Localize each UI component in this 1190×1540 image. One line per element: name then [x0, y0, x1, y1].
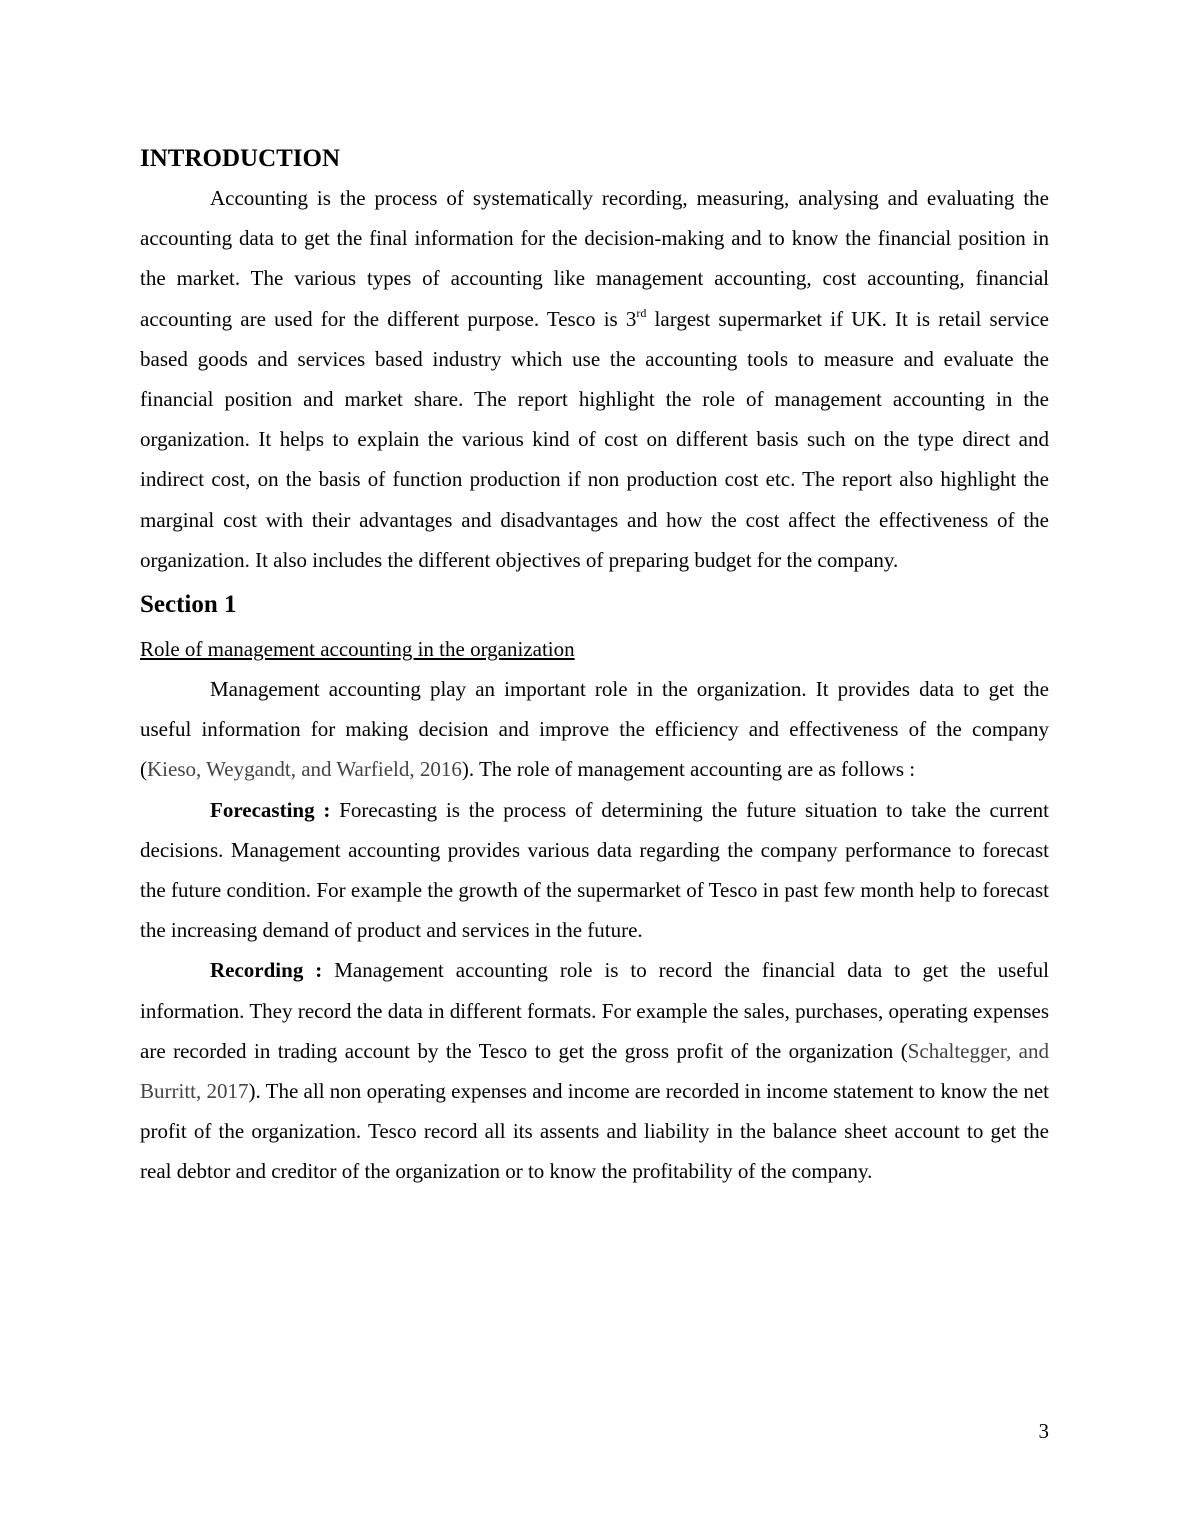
- recording-text-part1: Management accounting role is to record the financial data to get the useful information. They record the data in different formats. For example the sales, purchases, operating expenses are recorded in trading account by the Tesco to get the gross profit of the organization (: [140, 958, 1049, 1063]
- recording-paragraph: [140, 950, 1049, 1191]
- introduction-text-part2: largest supermarket if UK. It is retail service based goods and services based industry which use the accounting tools to measure and evaluate the financial position and market share. The report highlight the role of management accounting in the organization. It helps to explain the various kind of cost on different basis such on the type direct and indirect cost, on the basis of function production if non production cost etc. The report also highlight the marginal cost with their advantages and disadvantages and how the cost affect the effectiveness of the organization. It also includes the different objectives of preparing budget for the company.: [140, 306, 1049, 572]
- introduction-heading: INTRODUCTION: [140, 145, 341, 172]
- forecasting-term: Forecasting :: [210, 797, 331, 822]
- page-number: 3: [1038, 1419, 1049, 1443]
- role-subheading: Role of management accounting in the organization: [140, 637, 575, 662]
- citation-kieso: Kieso, Weygandt, and Warfield, 2016: [147, 757, 462, 782]
- role-text-part1: Management accounting play an important role in the organization. It provides data to get the useful information for making decision and improve the efficiency and effectiveness of the company (: [140, 677, 1049, 782]
- forecasting-text: Forecasting is the process of determining the future situation to take the current decisions. Management accounting provides various data regarding the company performance to forecast the future condition. For example the growth of the supermarket of Tesco in past few month help to forecast the increasing demand of product and services in the future.: [140, 797, 1049, 943]
- page-content: [140, 140, 1049, 1192]
- recording-term: Recording :: [210, 958, 323, 983]
- section-1-heading: Section 1: [140, 591, 237, 619]
- citation-schaltegger: Schaltegger, and Burritt, 2017: [140, 1038, 1049, 1104]
- ordinal-superscript: rd: [636, 305, 647, 320]
- introduction-text-part1: Accounting is the process of systematically recording, measuring, analysing and evaluating the accounting data to get the final information for the decision-making and to know the financial position in the market. The various types of accounting like management accounting, cost accounting, financial accounting are used for the different purpose. Tesco is 3: [140, 186, 1049, 331]
- introduction-paragraph: [140, 178, 1049, 580]
- forecasting-paragraph: [140, 790, 1049, 951]
- role-paragraph: [140, 669, 1049, 790]
- recording-text-part2: ). The all non operating expenses and income are recorded in income statement to know the net profit of the organization. Tesco record all its assents and liability in the balance sheet account to get the real debtor and creditor of the organization or to know the profitability of the company.: [140, 1079, 1049, 1184]
- role-text-part2: ). The role of management accounting are as follows :: [461, 757, 916, 782]
